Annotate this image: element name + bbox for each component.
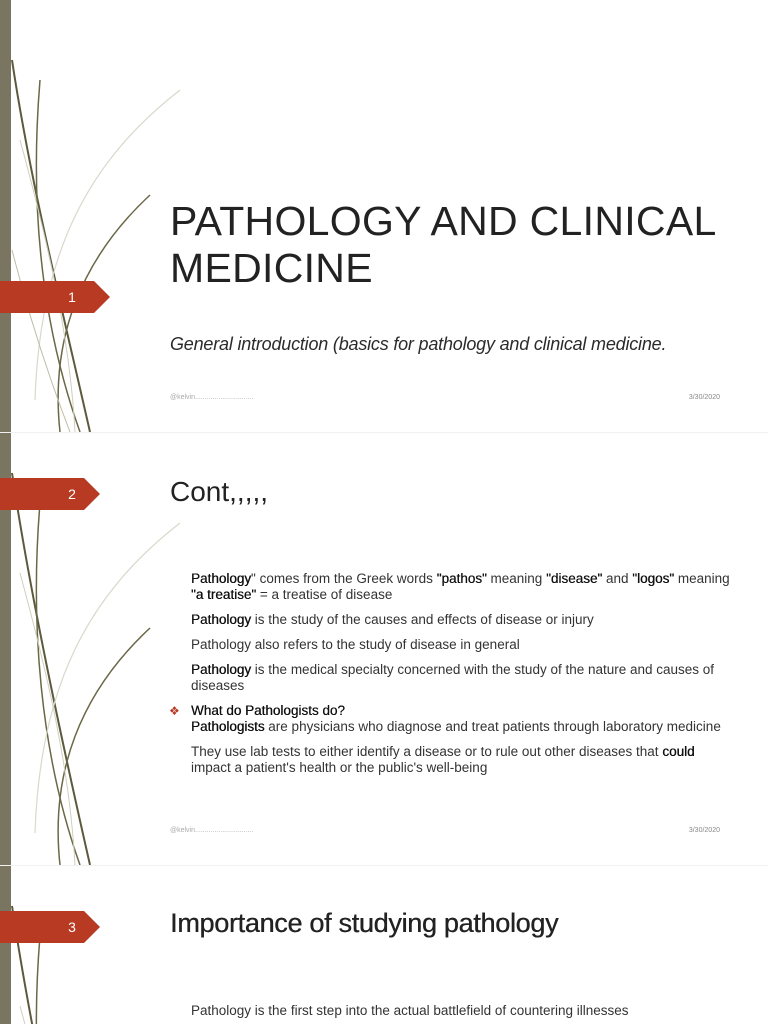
slide-title: Importance of studying pathology [170, 908, 559, 938]
paragraph [191, 1003, 731, 1019]
bold-text: Pathologists [191, 719, 265, 734]
slide-number: 1 [68, 289, 76, 305]
slide-3[interactable] [0, 866, 768, 1024]
slide-title [170, 198, 717, 292]
diamond-bullet-icon: ❖ [169, 704, 180, 718]
paragraph [191, 571, 731, 603]
slide-number: 3 [68, 919, 76, 935]
text: meaning [674, 571, 730, 586]
bullet-paragraph [169, 703, 731, 735]
text: They use lab tests to either identify a disease or to rule out other diseases that [191, 744, 663, 759]
slide-number-tag [0, 281, 110, 313]
slide-subtitle: General introduction (basics for pathology and clinical medicine. [170, 334, 667, 354]
text: and [602, 571, 633, 586]
title-line-1: PATHOLOGY AND CLINICAL [170, 198, 717, 244]
bold-text: "pathos" [436, 571, 487, 586]
paragraph [191, 744, 731, 776]
slide-number: 2 [68, 486, 76, 502]
text: " comes from the Greek words [251, 571, 437, 586]
bold-text: What do Pathologists do? [191, 703, 345, 718]
text: Pathology also refers to the study of disease in general [191, 637, 520, 652]
bold-text: Pathology [191, 612, 252, 627]
footer-date: 3/30/2020 [688, 827, 720, 834]
paragraph [191, 637, 731, 653]
footer-author: @kelvin.............................. [170, 394, 254, 401]
paragraph [191, 612, 731, 628]
text: is the medical specialty concerned with the study of the nature and causes of diseases [191, 662, 715, 693]
footer-date: 3/30/2020 [688, 394, 720, 401]
bold-text: Pathology [191, 662, 252, 677]
text: is the study of the causes and effects of disease or injury [251, 612, 594, 627]
slide-number-tag [0, 478, 110, 510]
bold-text: "a treatise" [191, 587, 257, 602]
footer-author: @kelvin.............................. [170, 827, 254, 834]
text: = a treatise of disease [256, 587, 393, 602]
text: Pathology is the first step into the actual battlefield of countering illnesses [191, 1003, 629, 1018]
slide-number-tag [0, 911, 110, 943]
bold-text: "logos" [632, 571, 675, 586]
paragraph [191, 662, 731, 694]
bold-text: "disease" [546, 571, 603, 586]
slide-body [169, 571, 731, 785]
slide-body [191, 1003, 731, 1024]
bold-text: could [662, 744, 695, 759]
title-line-2: MEDICINE [170, 245, 373, 291]
slide-1[interactable] [0, 0, 768, 432]
text: meaning [486, 571, 547, 586]
slide-2[interactable] [0, 433, 768, 865]
slide-title: Cont,,,,, [170, 476, 269, 507]
decorative-curves-icon [0, 866, 200, 1024]
bold-text: Pathology [191, 571, 252, 586]
text: are physicians who diagnose and treat patients through laboratory medicine [264, 719, 721, 734]
text: impact a patient's health or the public's well-being [191, 760, 488, 775]
